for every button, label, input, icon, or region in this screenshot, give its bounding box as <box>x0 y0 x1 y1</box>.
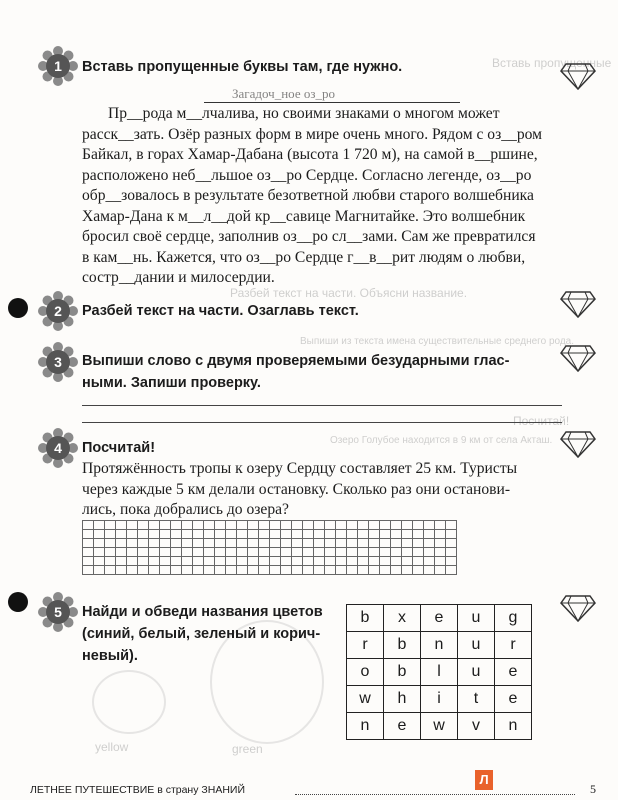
letter-cell[interactable]: v <box>458 713 495 740</box>
story-line: Байкал, в горах Хамар-Дабана (высота 1 720 м), на самой в__ршине, <box>82 146 538 163</box>
task-number-badge <box>38 428 78 468</box>
math-problem-text <box>82 459 557 521</box>
story-line: расск__зать. Озёр разных форм в мире очень много. Рядом с оз__ром <box>82 125 542 143</box>
punch-hole <box>8 298 28 318</box>
letter-cell[interactable]: n <box>347 713 384 740</box>
letter-cell[interactable]: e <box>384 713 421 740</box>
ghost-text: Озеро Голубое находится в 9 км от села Акташ. <box>330 435 553 446</box>
word-search-grid <box>346 604 532 740</box>
task-number-badge <box>38 342 78 382</box>
task-number: 1 <box>54 58 62 74</box>
grid-row <box>347 686 532 713</box>
ghost-text: Разбей текст на части. Объясни название. <box>230 286 468 300</box>
story-line: обр__зовалось в результате безответной любви старого волшебника <box>82 187 534 204</box>
letter-cell[interactable]: e <box>495 686 532 713</box>
ghost-text: Выпиши из текста имена существительные среднего рода. <box>300 336 575 347</box>
story-line: расположено неб__льшое оз__ро Сердце. Согласно легенде, оз__ро <box>82 166 532 184</box>
grid-row <box>347 632 532 659</box>
letter-cell[interactable]: e <box>421 605 458 632</box>
instruction-line: (синий, белый, зеленый и корич- <box>82 626 321 642</box>
letter-cell[interactable]: g <box>495 605 532 632</box>
task-2-instruction: Разбей текст на части. Озаглавь текст. <box>82 303 359 319</box>
task-number: 2 <box>54 303 62 319</box>
letter-cell[interactable]: l <box>421 659 458 686</box>
instruction-line: Найди и обведи названия цветов <box>82 604 323 620</box>
task-5-instruction <box>82 601 323 667</box>
task-number: 3 <box>54 354 62 370</box>
letter-cell[interactable]: x <box>384 605 421 632</box>
letter-cell[interactable]: w <box>421 713 458 740</box>
problem-line: Протяжённость тропы к озеру Сердцу составляет 25 км. Туристы <box>82 460 518 477</box>
gem-icon <box>560 594 596 622</box>
footer-title: ЛЕТНЕЕ ПУТЕШЕСТВИЕ в страну ЗНАНИЙ <box>30 784 245 796</box>
task-number-badge <box>38 592 78 632</box>
task-4-instruction: Посчитай! <box>82 440 156 456</box>
story-line: бросил своё сердце, заполнив оз__ро сл__зами. Сам же превратился <box>82 228 536 245</box>
answer-line[interactable] <box>82 422 562 423</box>
grid-row <box>347 713 532 740</box>
task-1-instruction: Вставь пропущенные буквы там, где нужно. <box>82 59 403 75</box>
problem-line: через каждые 5 км делали остановку. Сколько раз они останови- <box>82 480 511 498</box>
problem-line: лись, пока добрались до озера? <box>82 501 289 518</box>
letter-cell[interactable]: o <box>347 659 384 686</box>
task-number: 5 <box>54 604 62 620</box>
story-line: в кам__нь. Кажется, что оз__ро Сердце г__в__рит людям о любви, <box>82 248 526 266</box>
ghost-text: yellow <box>95 740 129 754</box>
answer-line[interactable] <box>82 405 562 406</box>
story-title: Загадоч_ное оз_ро <box>232 86 335 101</box>
instruction-line: невый). <box>82 648 138 664</box>
footer-dotted-line <box>295 794 575 795</box>
letter-cell[interactable]: u <box>458 605 495 632</box>
letter-cell[interactable]: e <box>495 659 532 686</box>
publisher-logo: Л <box>475 770 493 790</box>
gem-icon <box>560 62 596 90</box>
letter-cell[interactable]: i <box>421 686 458 713</box>
letter-cell[interactable]: u <box>458 632 495 659</box>
letter-cell[interactable]: r <box>495 632 532 659</box>
task-number: 4 <box>54 440 62 456</box>
task-number-badge <box>38 291 78 331</box>
letter-cell[interactable]: b <box>384 632 421 659</box>
grid-row <box>347 605 532 632</box>
gem-icon <box>560 290 596 318</box>
letter-cell[interactable]: b <box>347 605 384 632</box>
letter-cell[interactable]: n <box>421 632 458 659</box>
instruction-line: ными. Запиши проверку. <box>82 375 261 391</box>
letter-cell[interactable]: t <box>458 686 495 713</box>
task-3-instruction <box>82 350 509 394</box>
grid-row <box>347 659 532 686</box>
punch-hole <box>8 592 28 612</box>
story-text <box>82 104 557 289</box>
ghost-text: Посчитай! <box>513 414 570 428</box>
gem-icon <box>560 430 596 458</box>
page-number: 5 <box>590 782 596 796</box>
letter-cell[interactable]: b <box>384 659 421 686</box>
letter-cell[interactable]: r <box>347 632 384 659</box>
gem-icon <box>560 344 596 372</box>
letter-cell[interactable]: n <box>495 713 532 740</box>
story-line: Пр__рода м__лчалива, но своими знаками о многом может <box>108 105 500 122</box>
letter-cell[interactable]: h <box>384 686 421 713</box>
sketch-drawing <box>92 670 166 734</box>
ghost-text: Вставь пропущенные <box>492 56 612 70</box>
answer-grid[interactable] <box>82 520 457 575</box>
letter-cell[interactable]: w <box>347 686 384 713</box>
story-line: Хамар-Дана к м__л__дой кр__савице Магнитайке. Это волшебник <box>82 207 526 225</box>
task-number-badge <box>38 46 78 86</box>
letter-cell[interactable]: u <box>458 659 495 686</box>
instruction-line: Выпиши слово с двумя проверяемыми безударными глас- <box>82 353 510 369</box>
story-line: состр__дании и милосердии. <box>82 269 275 286</box>
ghost-text: green <box>232 742 263 756</box>
page-footer <box>30 784 245 796</box>
